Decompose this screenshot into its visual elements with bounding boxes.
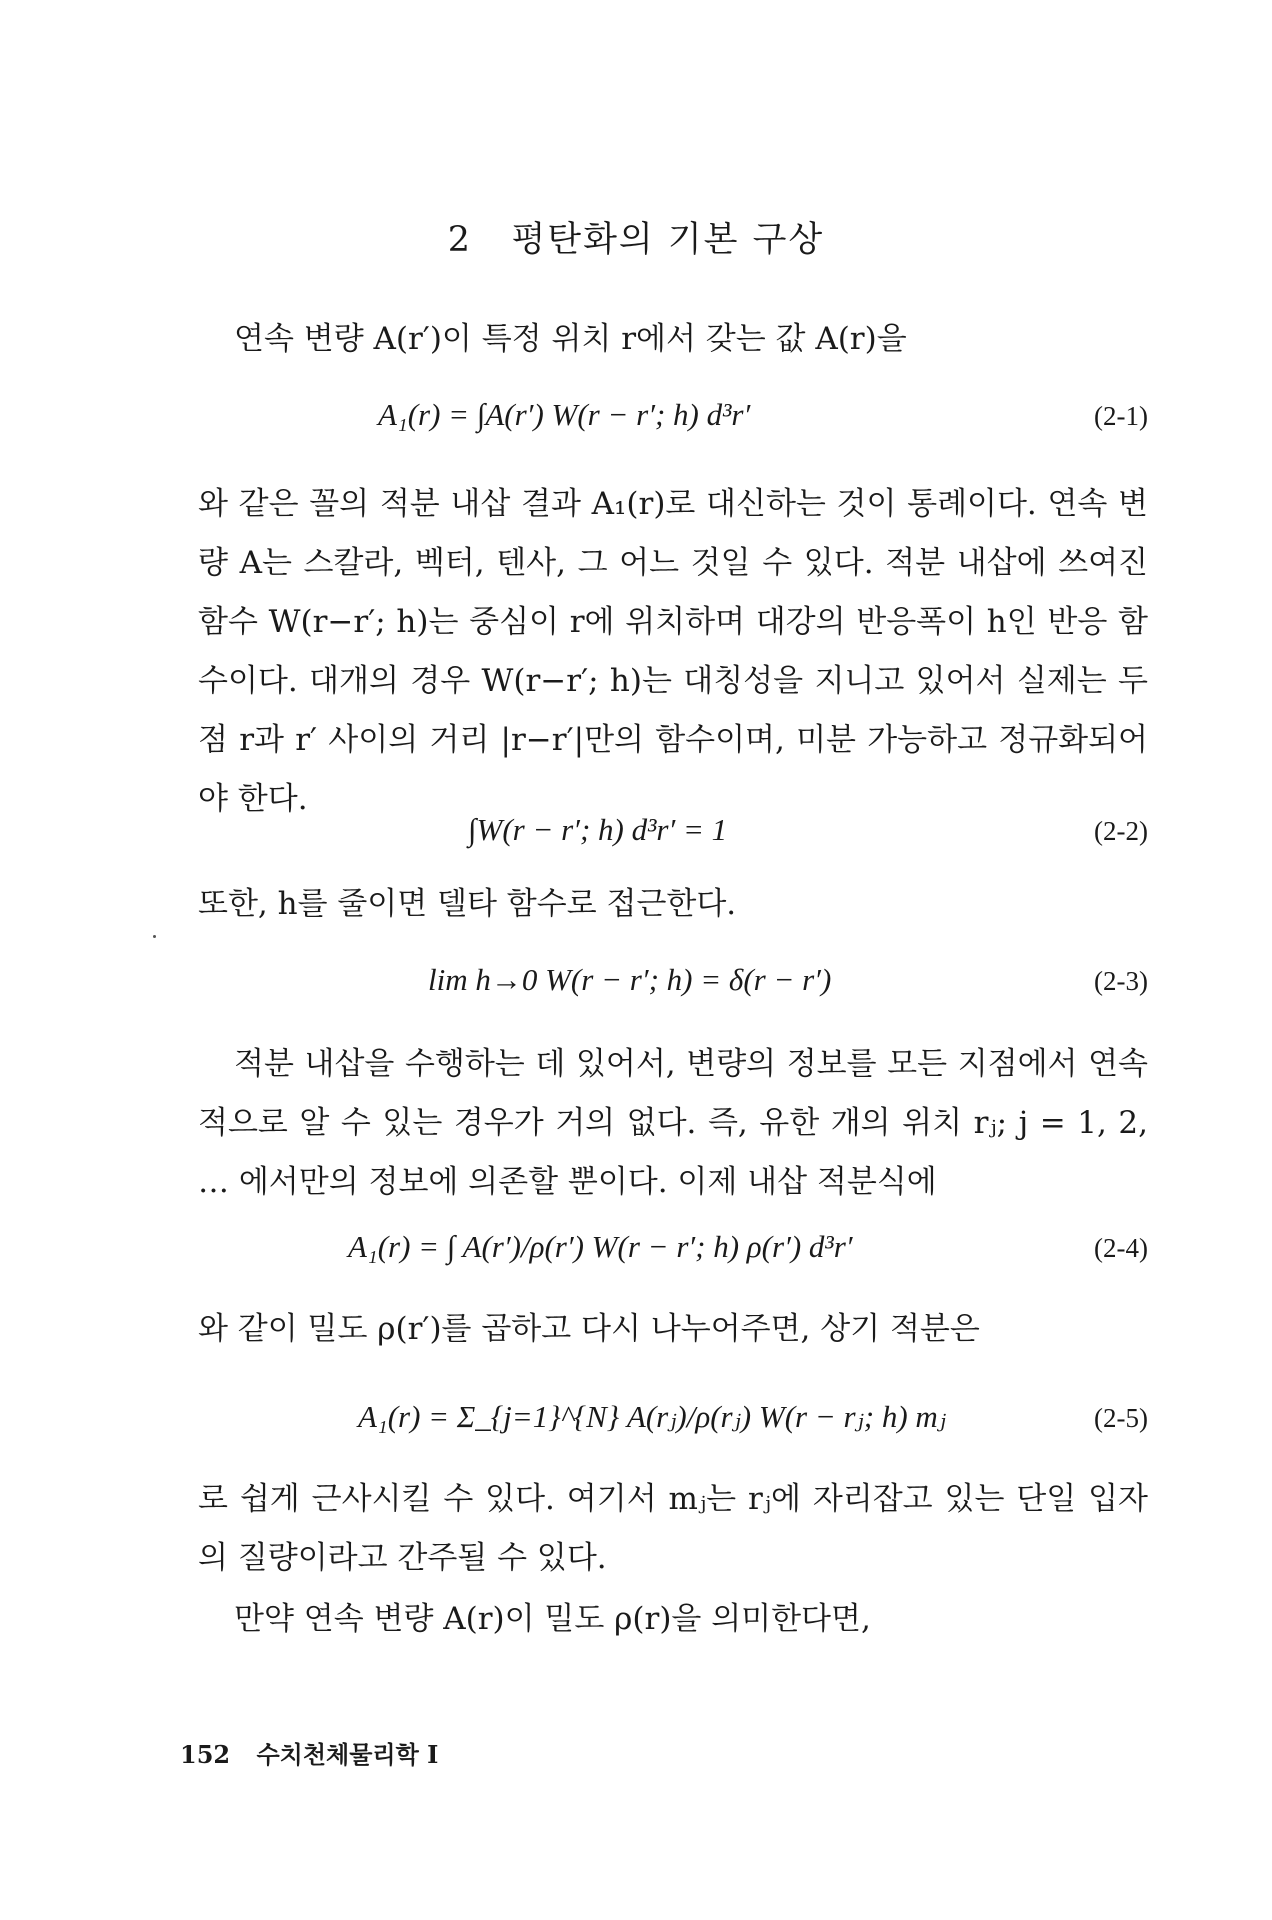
equation-body: A₁(r) = ∫A(r′) W(r − r′; h) d³r′ (378, 397, 751, 432)
equation-body: lim h→0 W(r − r′; h) = δ(r − r′) (428, 962, 832, 997)
equation-body: A₁(r) = Σ_{j=1}^{N} A(rⱼ)/ρ(rⱼ) W(r − rⱼ; h) mⱼ (358, 1399, 946, 1434)
equation-2-2 (198, 800, 1148, 870)
equation-number: (2-2) (1094, 816, 1148, 846)
equation-body: ∫W(r − r′; h) d³r′ = 1 (468, 812, 728, 847)
section-heading (0, 212, 1272, 262)
paragraph-6: 로 쉽게 근사시킬 수 있다. 여기서 mⱼ는 rⱼ에 자리잡고 있는 단일 입자의 질량이라고 간주될 수 있다. (198, 1481, 1148, 1576)
paragraph-3: 또한, h를 줄이면 델타 함수로 접근한다. (198, 886, 737, 922)
paragraph-1: 연속 변량 A(r′)이 특정 위치 r에서 갖는 값 A(r)을 (234, 321, 907, 357)
section-number: 2 (447, 220, 473, 260)
equation-2-1 (198, 385, 1148, 455)
scan-speck (153, 935, 156, 938)
equation-2-5 (198, 1385, 1148, 1455)
paragraph-4: 적분 내삽을 수행하는 데 있어서, 변량의 정보를 모든 지점에서 연속적으로 알 수 있는 경우가 거의 없다. 즉, 유한 개의 위치 rⱼ; j = 1, 2, … 에서만의 정보에 의존할 뿐이다. 이제 내삽 적분식에 (198, 1046, 1148, 1200)
equation-2-4 (198, 1215, 1148, 1285)
equation-number: (2-4) (1094, 1233, 1148, 1263)
book-title: 수치천체물리학 I (256, 1740, 439, 1769)
page-footer (180, 1735, 456, 1770)
paragraph-2: 와 같은 꼴의 적분 내삽 결과 A₁(r)로 대신하는 것이 통례이다. 연속 변량 A는 스칼라, 벡터, 텐사, 그 어느 것일 수 있다. 적분 내삽에 쓰여진 함수 W(r−r′; h)는 중심이 r에 위치하며 대강의 반응폭이 h인 반응 함수이다. 대개의 경우 W(r−r′; h)는 대칭성을 지니고 있어서 실제는 두 점 r과 r′ 사이의 거리 |r−r′|만의 함수이며, 미분 가능하고 정규화되어야 한다. (198, 486, 1148, 817)
paragraph-5: 와 같이 밀도 ρ(r′)를 곱하고 다시 나누어주면, 상기 적분은 (198, 1311, 980, 1347)
equation-2-3 (198, 950, 1148, 1020)
equation-number: (2-3) (1094, 966, 1148, 996)
equation-number: (2-1) (1094, 401, 1148, 431)
paragraph-7: 만약 연속 변량 A(r)이 밀도 ρ(r)을 의미한다면, (234, 1601, 871, 1637)
equation-number: (2-5) (1094, 1403, 1148, 1433)
equation-body: A₁(r) = ∫ A(r′)/ρ(r′) W(r − r′; h) ρ(r′) d³r′ (348, 1229, 853, 1264)
section-title: 평탄화의 기본 구상 (511, 220, 825, 260)
page-number: 152 (180, 1740, 231, 1769)
